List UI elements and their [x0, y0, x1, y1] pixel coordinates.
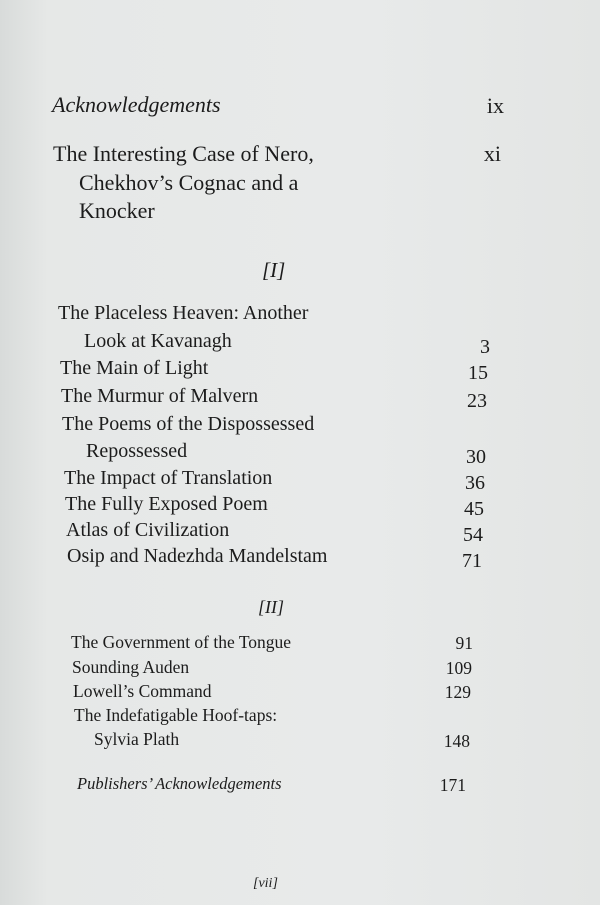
toc-entry-line: The Fully Exposed Poem — [65, 493, 268, 515]
toc-page-number: 148 — [443, 731, 470, 751]
page-folio: [vii] — [253, 876, 278, 891]
toc-page-number: 109 — [445, 658, 472, 678]
toc-entry-line: Sounding Auden — [72, 657, 190, 677]
toc-entry-line: The Poems of the Dispossessed — [62, 413, 315, 435]
toc-page-number: 45 — [464, 498, 484, 520]
toc-entry-line: The Main of Light — [60, 357, 209, 379]
section-heading: [I] — [262, 258, 286, 282]
toc-entry-line: The Murmur of Malvern — [61, 385, 259, 407]
toc-acknowledgements: Acknowledgements — [52, 92, 221, 117]
toc-entry-line: Lowell’s Command — [73, 681, 212, 701]
toc-entry-line: Repossessed — [86, 440, 188, 462]
toc-entry-line: The Placeless Heaven: Another — [58, 302, 309, 324]
toc-page-number: 30 — [466, 446, 486, 468]
toc-page-number: 15 — [468, 362, 488, 384]
toc-entry-line: Look at Kavanagh — [84, 330, 232, 352]
section-heading: [II] — [258, 597, 284, 617]
toc-entry-line: The Interesting Case of Nero, — [53, 141, 314, 166]
toc-entry-line: Knocker — [79, 198, 155, 223]
toc-page-number: 23 — [467, 390, 487, 412]
toc-entry-line: Osip and Nadezhda Mandelstam — [67, 545, 328, 567]
toc-publishers-acknowledgements: Publishers’ Acknowledgements — [77, 774, 282, 793]
toc-entry-line: Atlas of Civilization — [66, 519, 230, 541]
toc-entry-line: The Impact of Translation — [64, 467, 273, 489]
toc-entry-line: The Government of the Tongue — [71, 632, 292, 652]
toc-page-number: 36 — [465, 472, 485, 494]
toc-page-number: 129 — [444, 682, 471, 702]
toc-entry-line: Sylvia Plath — [94, 729, 180, 749]
toc-page-number: 54 — [463, 524, 483, 546]
toc-entry-line: Chekhov’s Cognac and a — [79, 170, 299, 195]
toc-page-number: 171 — [439, 775, 466, 795]
toc-page-number: ix — [486, 93, 504, 118]
toc-page-number: 91 — [455, 633, 473, 653]
toc-entry-line: The Indefatigable Hoof-taps: — [74, 705, 278, 725]
toc-page-number: 71 — [462, 550, 482, 572]
toc-page-number: 3 — [480, 336, 490, 358]
toc-page-number: xi — [483, 141, 501, 166]
